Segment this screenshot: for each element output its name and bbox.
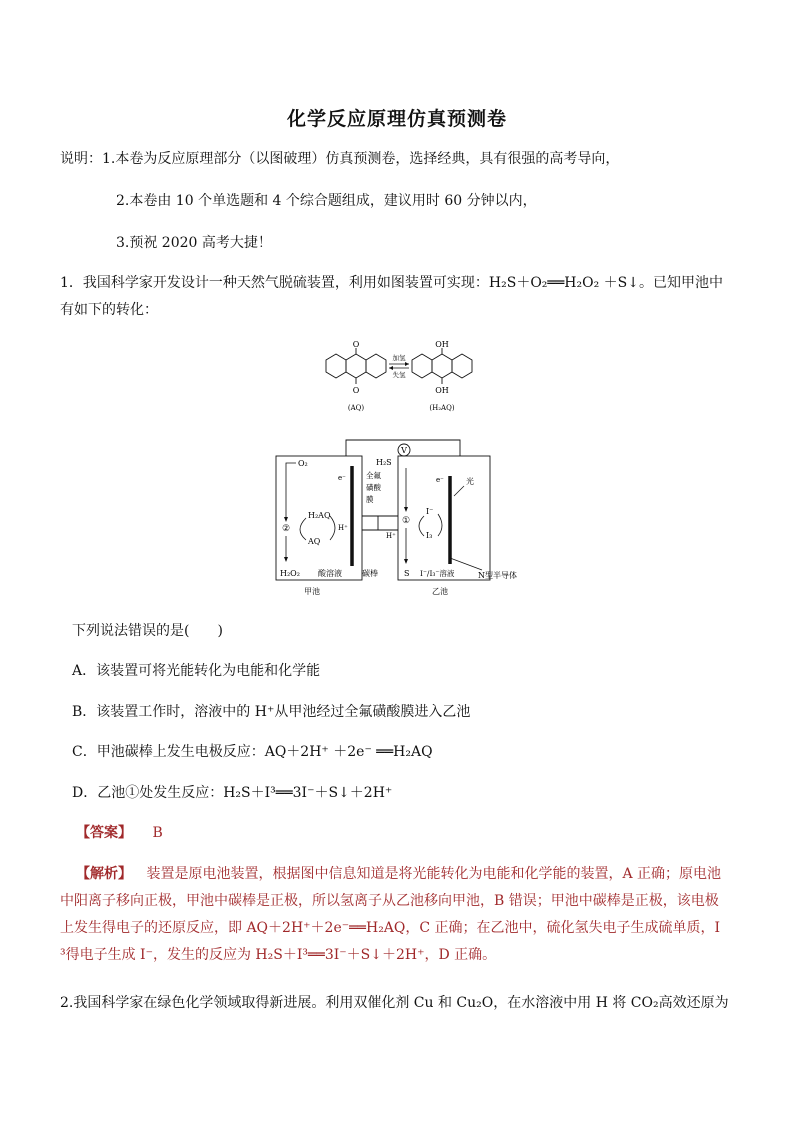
solution-b-label: I⁻/I₃⁻溶液 bbox=[420, 569, 455, 578]
h2aq-in-cell: H₂AQ bbox=[308, 511, 331, 520]
h2aq-label: (H₂AQ) bbox=[429, 404, 455, 412]
iodide-label: I⁻ bbox=[426, 507, 434, 516]
option-b: B．该装置工作时，溶液中的 H⁺从甲池经过全氟磺酸膜进入乙池 bbox=[72, 704, 471, 720]
analysis-line-1 bbox=[76, 865, 721, 883]
option-d: D．乙池①处发生反应：H₂S＋I³══3I⁻＋S↓＋2H⁺ bbox=[72, 785, 393, 801]
note-2: 2.本卷由 10 个单选题和 4 个综合题组成，建议用时 60 分钟以内， bbox=[116, 193, 537, 209]
apparatus-diagram bbox=[268, 436, 538, 598]
analysis-line-3: 上发生得电子的还原反应，即 AQ＋2H⁺＋2e⁻══H₂AQ，C 正确；在乙池中，硫化氢失电子生成硫单质，I bbox=[60, 920, 721, 936]
o2-label: O₂ bbox=[298, 459, 308, 468]
membrane-label-1: 全氟 bbox=[366, 471, 381, 480]
cycle-arrow-right bbox=[330, 516, 335, 540]
aq-conversion-diagram bbox=[316, 338, 480, 420]
circle-2: ② bbox=[282, 524, 291, 534]
membrane-label-2: 磺酸 bbox=[366, 483, 381, 492]
circle-1: ① bbox=[402, 516, 411, 526]
h2aq-top-oh: OH bbox=[435, 340, 449, 349]
electron-left: e⁻ bbox=[338, 474, 346, 482]
h2aq-molecule bbox=[412, 348, 472, 384]
q1-stem-line2: 有如下的转化： bbox=[60, 302, 158, 318]
dehydrogenation-label: 失氢 bbox=[392, 371, 406, 379]
answer-label: 【答案】 bbox=[76, 825, 132, 841]
hplus-right: H⁺ bbox=[386, 532, 396, 540]
answer-row bbox=[76, 824, 163, 842]
cycle-arrow-b-right bbox=[438, 514, 442, 536]
cycle-arrow-left bbox=[300, 518, 306, 540]
page-title: 化学反应原理仿真预测卷 bbox=[286, 108, 507, 130]
analysis-text-1: 装置是原电池装置，根据图中信息知道是将光能转化为电能和化学能的装置，A 正确；原电池 bbox=[146, 866, 722, 882]
sulfur-label: S bbox=[404, 569, 410, 578]
q1-question: 下列说法错误的是( ) bbox=[72, 623, 223, 639]
cell-b-label: 乙池 bbox=[432, 587, 448, 596]
note-3: 3.预祝 2020 高考大捷！ bbox=[116, 235, 272, 251]
cycle-arrow-b-left bbox=[419, 516, 424, 536]
aq-label: (AQ) bbox=[347, 404, 365, 412]
analysis-line-2: 中阳离子移向正极，甲池中碳棒是正极，所以氢离子从乙池移向甲池，B 错误；甲池中碳棒是正极，该电极 bbox=[60, 893, 719, 909]
aq-bottom-o: O bbox=[352, 386, 360, 395]
o2-arrow-line bbox=[286, 463, 296, 518]
i3-label: I₃ bbox=[426, 531, 433, 540]
answer-value: B bbox=[152, 825, 163, 841]
semiconductor-label: N型半导体 bbox=[478, 571, 517, 580]
forward-arrowhead bbox=[405, 362, 409, 366]
membrane-label-3: 膜 bbox=[366, 495, 374, 504]
note-1: 说明：1.本卷为反应原理部分（以图破理）仿真预测卷，选择经典，具有很强的高考导向， bbox=[60, 151, 620, 167]
o2-arrowhead bbox=[284, 517, 288, 522]
voltmeter-label: V bbox=[401, 446, 407, 455]
hplus-left: H⁺ bbox=[338, 524, 348, 532]
option-a: A．该装置可将光能转化为电能和化学能 bbox=[72, 663, 321, 679]
carbon-rod-label: 碳棒 bbox=[362, 569, 378, 578]
h2o2-label: H₂O₂ bbox=[280, 569, 300, 578]
option-c: C．甲池碳棒上发生电极反应：AQ＋2H⁺ ＋2e⁻ ══H₂AQ bbox=[72, 744, 433, 760]
analysis-label: 【解析】 bbox=[76, 866, 132, 882]
hydrogenation-label: 加氢 bbox=[392, 354, 406, 362]
h2aq-bottom-oh: OH bbox=[435, 386, 449, 395]
semiconductor-pointer bbox=[450, 558, 482, 570]
aq-in-cell: AQ bbox=[308, 537, 321, 546]
h2s-label: H₂S bbox=[376, 458, 392, 467]
h2o2-arrowhead bbox=[284, 557, 288, 562]
light-label: 光 bbox=[466, 477, 474, 486]
cell-b-box bbox=[398, 456, 490, 580]
analysis-line-4: ³得电子生成 I⁻，发生的反应为 H₂S＋I³══3I⁻＋S↓＋2H⁺，D 正确。 bbox=[60, 947, 497, 963]
cell-a-label: 甲池 bbox=[304, 587, 320, 596]
aq-molecule bbox=[326, 348, 386, 384]
q2-line-1: 2.我国科学家在绿色化学领域取得新进展。利用双催化剂 Cu 和 Cu₂O，在水溶液中用 H 将 CO₂高效还原为 bbox=[60, 995, 729, 1011]
backward-arrowhead bbox=[389, 366, 393, 370]
h2s-arrowhead bbox=[404, 507, 408, 512]
acid-solution-label: 酸溶液 bbox=[318, 569, 342, 578]
q1-stem-line1: 1．我国科学家开发设计一种天然气脱硫装置，利用如图装置可实现：H₂S＋O₂══H₂O₂ ＋S↓。已知甲池中 bbox=[60, 275, 723, 291]
electron-right: e⁻ bbox=[436, 476, 444, 484]
light-pointer bbox=[454, 486, 464, 496]
aq-top-o: O bbox=[352, 340, 360, 349]
sulfur-arrowhead bbox=[404, 559, 408, 564]
